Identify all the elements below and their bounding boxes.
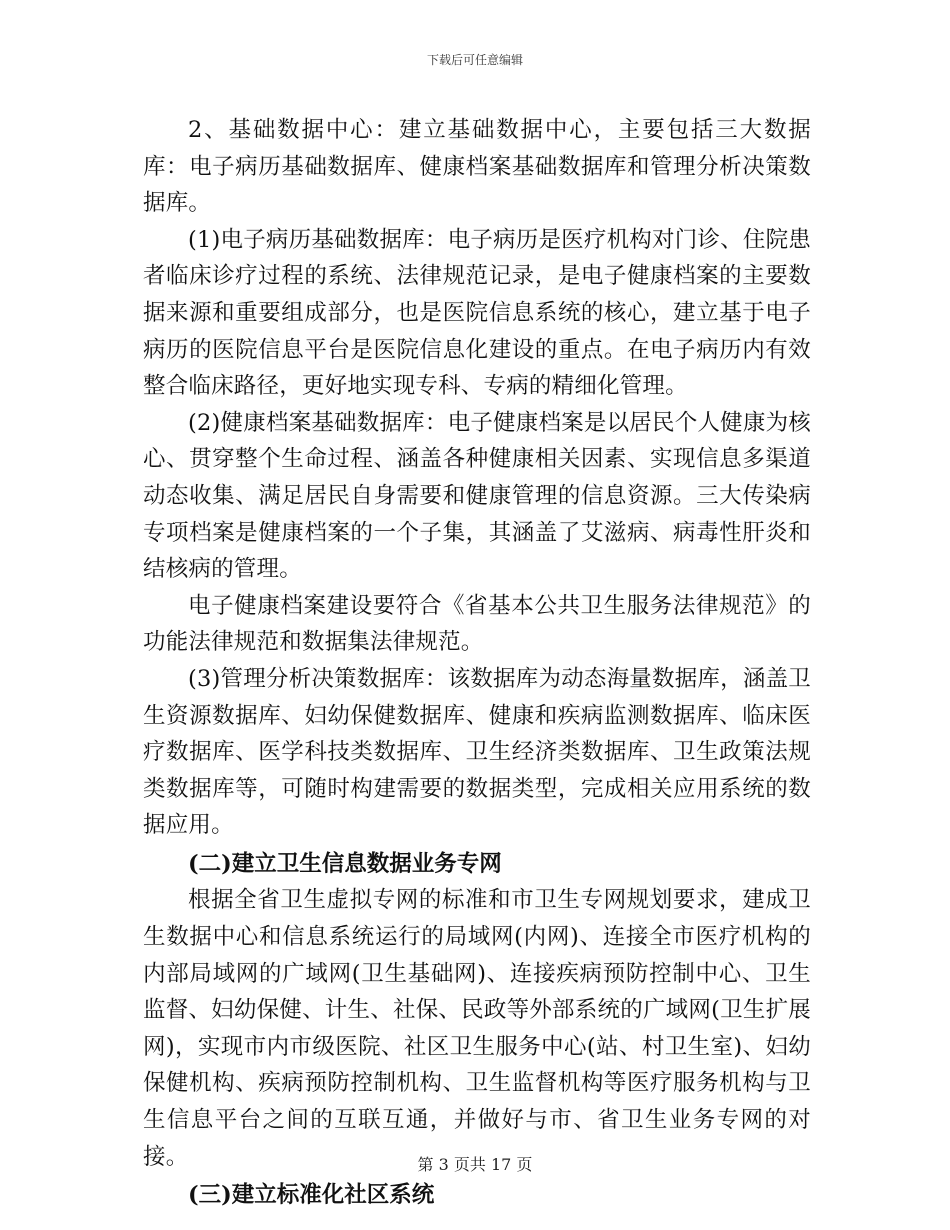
page-number: 第 3 页共 17 页 bbox=[417, 1155, 533, 1174]
paragraph-health-record-database: (2)健康档案基础数据库：电子健康档案是以居民个人健康为核心、贯穿整个生命过程、涵盖各种健康相关因素、实现信息多渠道动态收集、满足居民自身需要和健康管理的信息资源。三大传染病专项档案是健康档案的一个子集，其涵盖了艾滋病、病毒性肝炎和结核病的管理。 bbox=[143, 409, 811, 583]
paragraph-decision-database: (3)管理分析决策数据库：该数据库为动态海量数据库，涵盖卫生资源数据库、妇幼保健数据库、健康和疾病监测数据库、临床医疗数据库、医学科技类数据库、卫生经济类数据库、卫生政策法规类数据库等，可随时构建需要的数据类型，完成相关应用系统的数据应用。 bbox=[143, 665, 811, 839]
paragraph-health-record-standards: 电子健康档案建设要符合《省基本公共卫生服务法律规范》的功能法律规范和数据集法律规范。 bbox=[143, 592, 811, 656]
document-body bbox=[143, 112, 811, 1214]
section-heading-network: (二)建立卫生信息数据业务专网 bbox=[188, 850, 502, 877]
section-heading-community-system: (三)建立标准化社区系统 bbox=[188, 1182, 435, 1209]
paragraph-basic-data-center: 2、基础数据中心：建立基础数据中心，主要包括三大数据库：电子病历基础数据库、健康档案基础数据库和管理分析决策数据库。 bbox=[143, 117, 811, 217]
paragraph-emr-database: (1)电子病历基础数据库：电子病历是医疗机构对门诊、住院患者临床诊疗过程的系统、法律规范记录，是电子健康档案的主要数据来源和重要组成部分，也是医院信息系统的核心，建立基于电子病历的医院信息平台是医院信息化建设的重点。在电子病历内有效整合临床路径，更好地实现专科、专病的精细化管理。 bbox=[143, 226, 811, 400]
paragraph-network: 根据全省卫生虚拟专网的标准和市卫生专网规划要求，建成卫生数据中心和信息系统运行的局域网(内网)、连接全市医疗机构的内部局域网的广域网(卫生基础网)、连接疾病预防控制中心、卫生监督、妇幼保健、计生、社保、民政等外部系统的广域网(卫生扩展网)，实现市内市级医院、社区卫生服务中心(站、村卫生室)、妇幼保健机构、疾病预防控制机构、卫生监督机构等医疗服务机构与卫生信息平台之间的互联互通，并做好与市、省卫生业务专网的对接。 bbox=[143, 887, 811, 1170]
page-header-note: 下载后可任意编辑 bbox=[426, 53, 523, 67]
